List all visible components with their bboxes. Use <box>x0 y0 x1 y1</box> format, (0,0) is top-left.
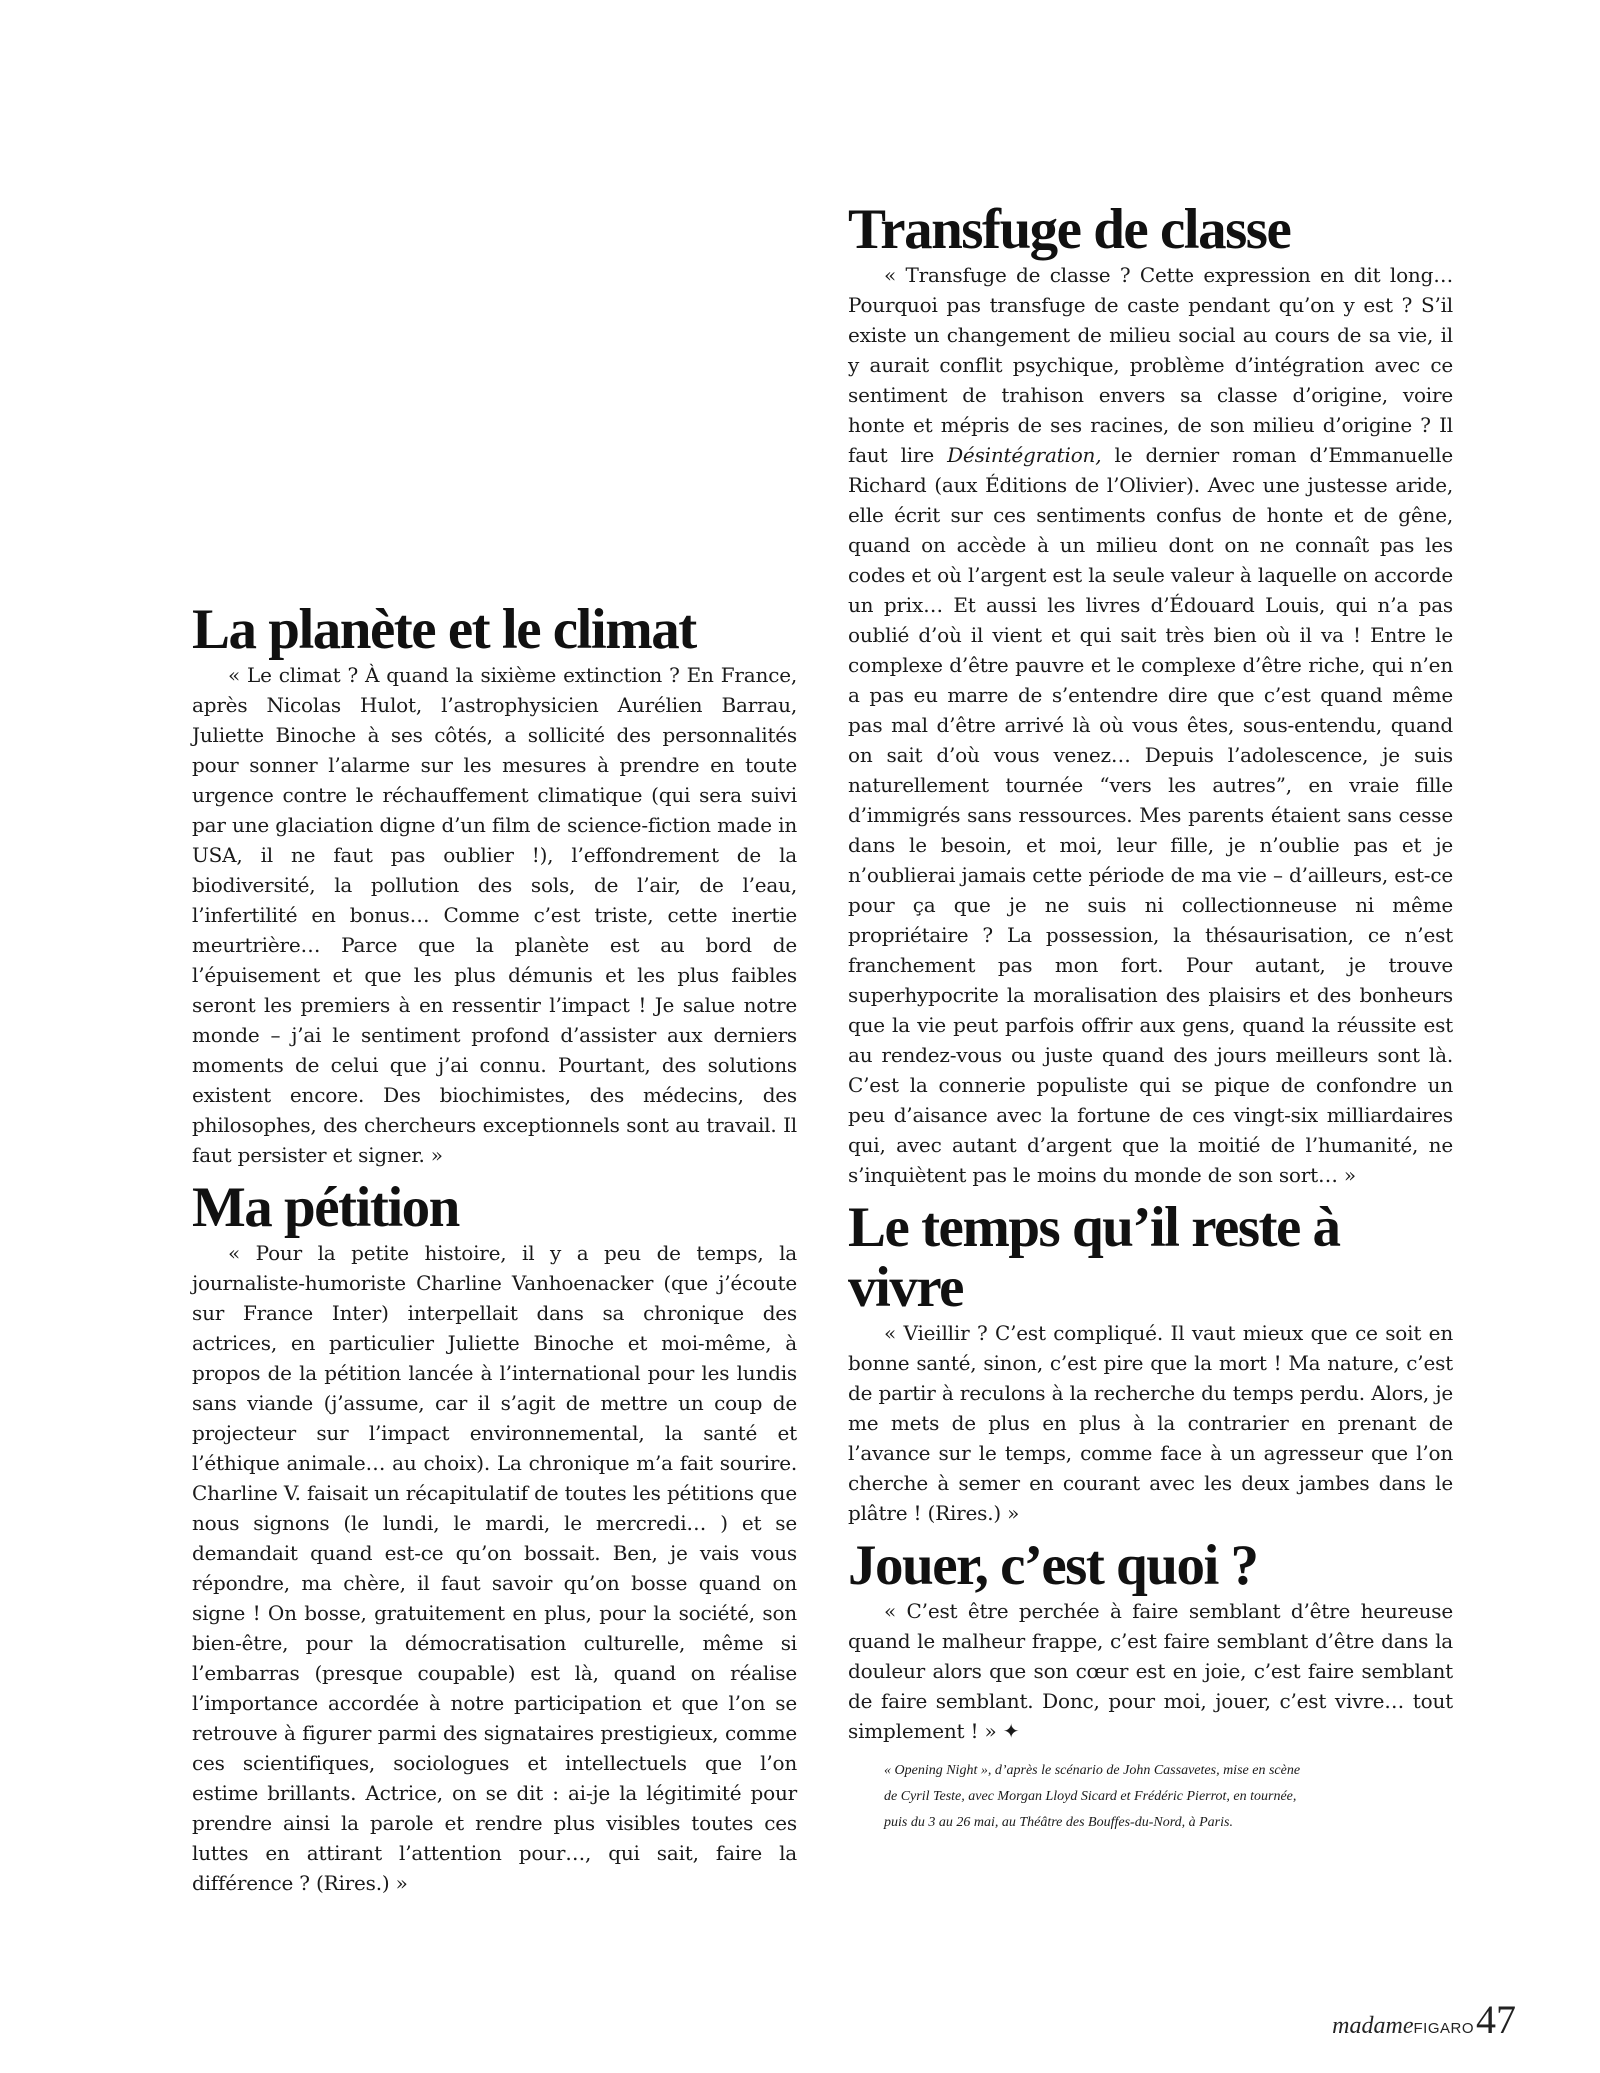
section-planete <box>192 600 797 1170</box>
section-body <box>848 1596 1453 1746</box>
body-text: « Transfuge de classe ? Cette expression en dit long… Pourquoi pas transfuge de caste pendant qu’on y est ? S’il existe un changement de milieu social au cours de sa vie, il y aurait conflit psychique, problème d’intégration avec ce sentiment de trahison envers sa classe d’origine, voire honte et mépris de ses racines, de son milieu d’origine ? Il faut lire <box>848 263 1453 467</box>
section-body <box>848 260 1453 1190</box>
section-heading: Ma pétition <box>192 1176 459 1239</box>
section-temps <box>848 1198 1453 1528</box>
page-footer <box>1332 1996 1516 2043</box>
section-jouer <box>848 1536 1453 1746</box>
body-text: « C’est être perchée à faire semblant d’être heureuse quand le malheur frappe, c’est faire semblant d’être dans la douleur alors que son cœur est en joie, c’est faire semblant de faire semblant. Donc, pour moi, jouer, c’est vivre… tout simplement ! » <box>848 1599 1453 1743</box>
section-heading: Jouer, c’est quoi ? <box>848 1534 1258 1597</box>
section-petition <box>192 1178 797 1898</box>
credits-line: « Opening Night », d’après le scénario de John Cassavetes, mise en scène <box>884 1763 1301 1778</box>
section-body: « Vieillir ? C’est compliqué. Il vaut mieux que ce soit en bonne santé, sinon, c’est pire que la mort ! Ma nature, c’est de partir à reculons à la recherche du temps perdu. Alors, je me mets de plus en plus à la contrarier en prenant de l’avance sur le temps, comme face à un agresseur que l’on cherche à semer en courant avec les deux jambes dans le plâtre ! (Rires.) » <box>848 1321 1453 1525</box>
credits-line: de Cyril Teste, avec Morgan Lloyd Sicard et Frédéric Pierrot, en tournée, <box>884 1789 1297 1804</box>
section-transfuge <box>848 200 1453 1190</box>
section-heading: Le temps qu’il reste à vivre <box>848 1196 1340 1319</box>
section-heading: Transfuge de classe <box>848 198 1291 261</box>
body-text: le dernier roman d’Emmanuelle Richard (aux Éditions de l’Olivier). Avec une justesse aride, elle écrit sur ces sentiments confus de honte et de gêne, quand on accède à un milieu dont on ne connaît pas les codes et où l’argent est la seule valeur à laquelle on accorde un prix… Et aussi les livres d’Édouard Louis, qui n’a pas oublié d’où il vient et qui sait très bien où il va ! Entre le complexe d’être pauvre et le complexe d’être riche, qui n’en a pas eu marre de s’entendre dire que c’est quand même pas mal d’être arrivé là où vous êtes, sous-entendu, quand on sait d’où vous venez… Depuis l’adolescence, je suis naturellement tournée “vers les autres”, en vraie fille d’immigrés sans ressources. Mes parents étaient sans cesse dans le besoin, et moi, leur fille, je n’oublie pas et je n’oublierai jamais cette période de ma vie – d’ailleurs, est-ce pour ça que je ne suis ni collectionneuse ni même propriétaire ? La possession, la thésaurisation, ce n’est franchement pas mon fort. Pour autant, je trouve superhypocrite la moralisation des plaisirs et des bonheurs que la vie peut parfois offrir aux gens, quand la réussite est au rendez-vous ou juste quand des jours meilleurs sont là. C’est la connerie populiste qui se pique de confondre un peu d’aisance avec la fortune de ces vingt-six milliardaires qui, avec autant d’argent que la moitié de l’humanité, ne s’inquiètent pas le moins du monde de son sort… » <box>848 443 1454 1187</box>
credits <box>848 1758 1453 1836</box>
section-body: « Pour la petite histoire, il y a peu de temps, la journaliste-humoriste Charline Vanhoenacker (que j’écoute sur France Inter) interpellait dans sa chronique des actrices, en particulier Juliette Binoche et moi-même, à propos de la pétition lancée à l’international pour les lundis sans viande (j’assume, car il s’agit de mettre un coup de projecteur sur l’impact environnemental, la santé et l’éthique animale… au choix). La chronique m’a fait sourire. Charline V. faisait un récapitulatif de toutes les pétitions que nous signons (le lundi, le mardi, le mercredi… ) et se demandait quand est-ce qu’on bossait. Ben, je vais vous répondre, ma chère, il faut savoir qu’on bosse quand on signe ! On bosse, gratuitement en plus, pour la société, son bien-être, pour la démocratisation culturelle, même si l’embarras (presque coupable) est là, quand on réalise l’importance accordée à notre participation et que l’on se retrouve à figurer parmi des signataires prestigieux, comme ces scientifiques, sociologues et intellectuels que l’on estime brillants. Actrice, on se dit : ai-je la légitimité pour prendre ainsi la parole et rendre plus visibles toutes ces luttes en attirant l’attention pour…, qui sait, faire la différence ? (Rires.) » <box>192 1241 797 1895</box>
star-end-icon: ✦ <box>1002 1719 1020 1743</box>
magazine-logo-figaro: FIGARO <box>1413 2020 1474 2037</box>
page-number: 47 <box>1476 1997 1516 2042</box>
right-column <box>848 200 1453 1836</box>
section-heading: La planète et le climat <box>192 598 696 661</box>
magazine-logo-madame: madame <box>1332 2013 1414 2039</box>
left-column <box>192 600 797 1906</box>
section-body: « Le climat ? À quand la sixième extinction ? En France, après Nicolas Hulot, l’astrophysicien Aurélien Barrau, Juliette Binoche à ses côtés, a sollicité des personnalités pour sonner l’alarme sur les mesures à prendre en toute urgence contre le réchauffement climatique (qui sera suivi par une glaciation digne d’un film de science-fiction made in USA, il ne faut pas oublier !), l’effondrement de la biodiversité, la pollution des sols, de l’air, de l’eau, l’infertilité en bonus… Comme c’est triste, cette inertie meurtrière… Parce que la planète est au bord de l’épuisement et que les plus démunis et les plus faibles seront les premiers à en ressentir l’impact ! Je salue notre monde – j’ai le sentiment profond d’assister aux derniers moments de celui que j’ai connu. Pourtant, des solutions existent encore. Des biochimistes, des médecins, des philosophes, des chercheurs exceptionnels sont au travail. Il faut persister et signer. » <box>192 663 797 1167</box>
book-title: Désintégration, <box>947 443 1102 467</box>
credits-line: puis du 3 au 26 mai, au Théâtre des Bouffes-du-Nord, à Paris. <box>884 1815 1233 1830</box>
